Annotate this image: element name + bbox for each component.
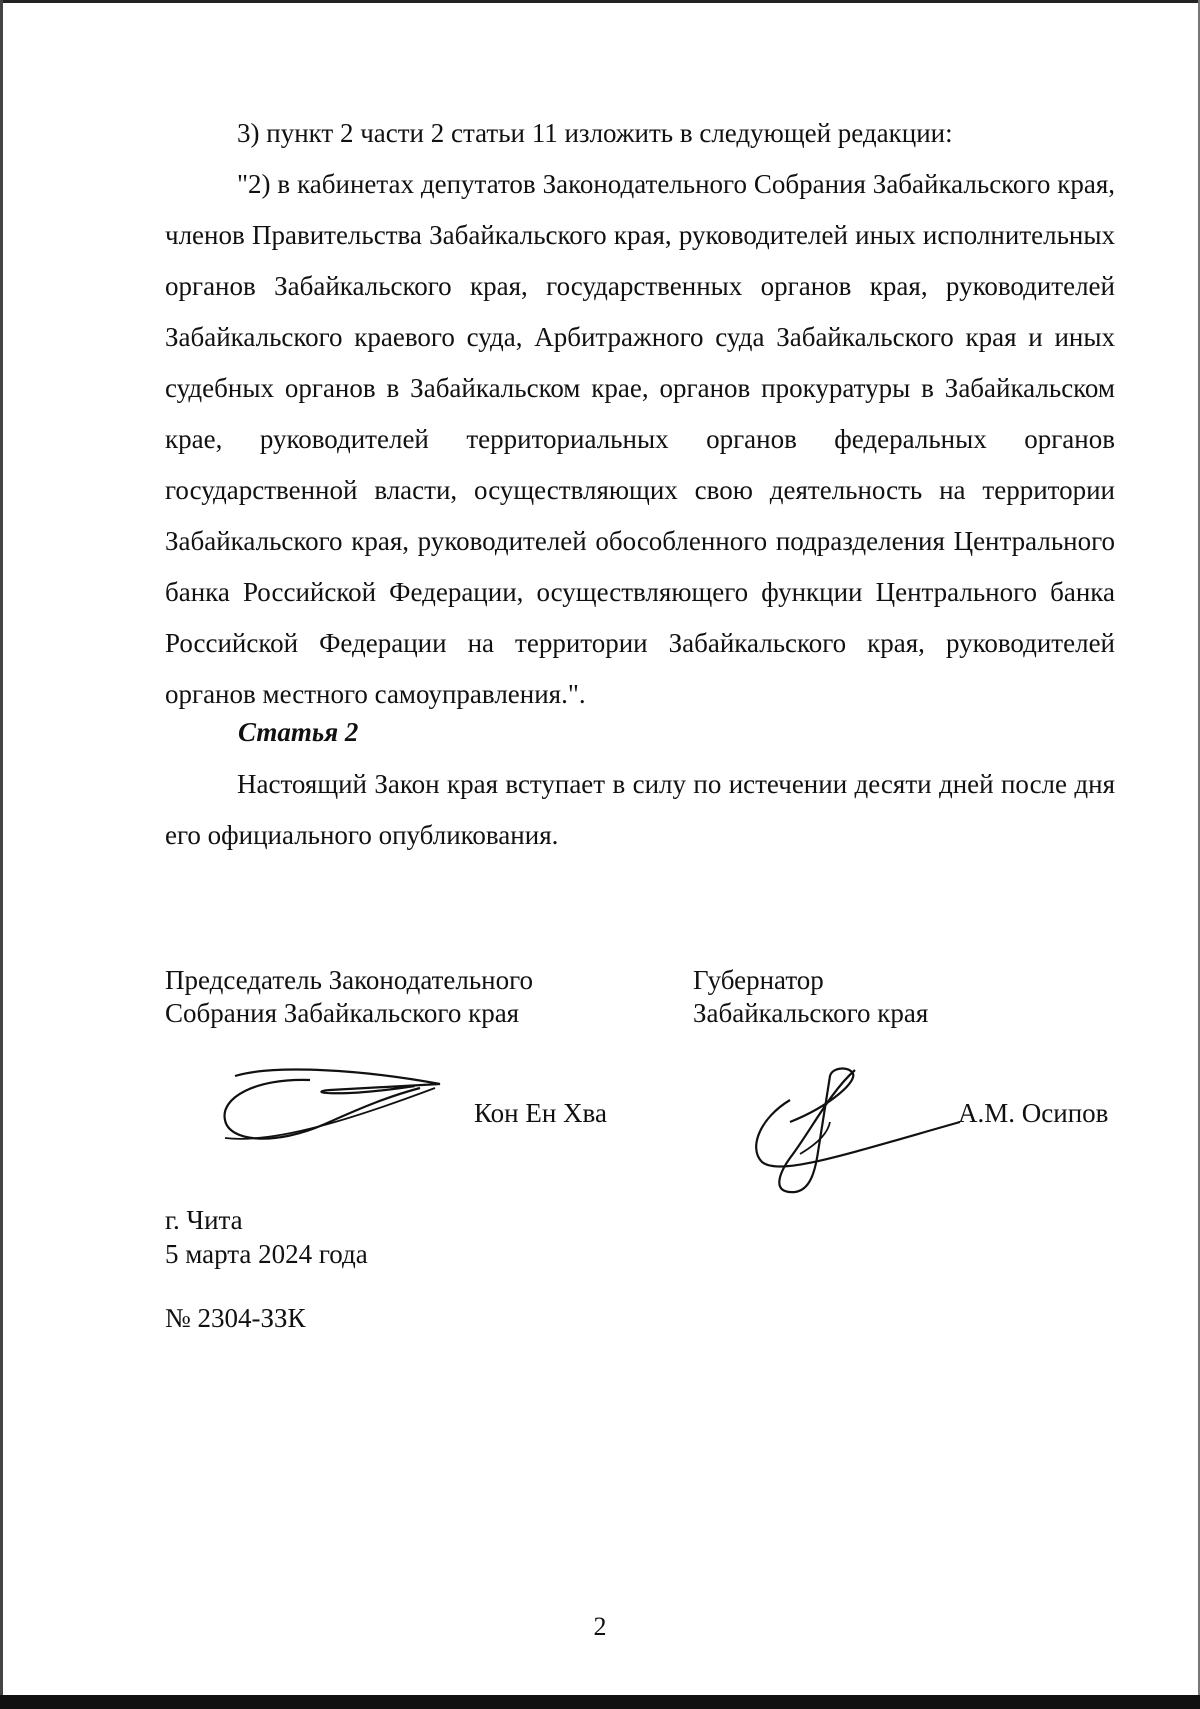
left-signature [215, 1058, 455, 1158]
left-title-line1: Председатель Законодательного [165, 965, 534, 995]
right-title-line2: Забайкальского края [693, 998, 929, 1028]
right-title-line1: Губернатор [693, 965, 824, 995]
page-number: 2 [593, 1612, 607, 1641]
law-number: № 2304-ЗЗК [165, 1303, 306, 1333]
amendment-intro: 3) пункт 2 части 2 статьи 11 изложить в следующей редакции: [237, 118, 953, 148]
right-signatory-name: А.М. Осипов [958, 1098, 1109, 1128]
left-signatory-name: Кон Ен Хва [474, 1098, 607, 1128]
amendment-text: "2) в кабинетах депутатов Законодательного Собрания Забайкальского края, членов Правительства Забайкальского края, руководителей иных исполнительных органов Забайкальского края, государственных органов края, руководителей Забайкальского краевого суда, Арбитражного суда Забайкальского края и иных судебных органов в Забайкальском крае, органов прокуратуры в Забайкальском крае, руководителей территориальных органов федеральных органов государственной власти, осуществляющих свою деятельность на территории Забайкальского края, руководителей обособленного подразделения Центрального банка Российской Федерации, осуществляющего функции Центрального банка Российской Федерации на территории Забайкальского края, руководителей органов местного самоуправления.". [165, 169, 1115, 709]
article-text: Настоящий Закон края вступает в силу по истечении десяти дней после дня его официального опубликования. [165, 769, 1115, 850]
scan-edge-top [0, 0, 1200, 3]
signing-date: 5 марта 2024 года [165, 1239, 368, 1269]
scan-edge-bottom [0, 1695, 1200, 1709]
right-signature [750, 1062, 970, 1202]
signing-place: г. Чита [165, 1205, 243, 1235]
article-body [165, 759, 1115, 861]
left-title-line2: Собрания Забайкальского края [165, 998, 520, 1028]
scan-edge-left [0, 0, 3, 1709]
article-heading: Статья 2 [238, 717, 359, 747]
right-signatory-title [693, 964, 928, 1030]
document-body [165, 108, 1115, 720]
left-signatory-title [165, 964, 533, 1030]
